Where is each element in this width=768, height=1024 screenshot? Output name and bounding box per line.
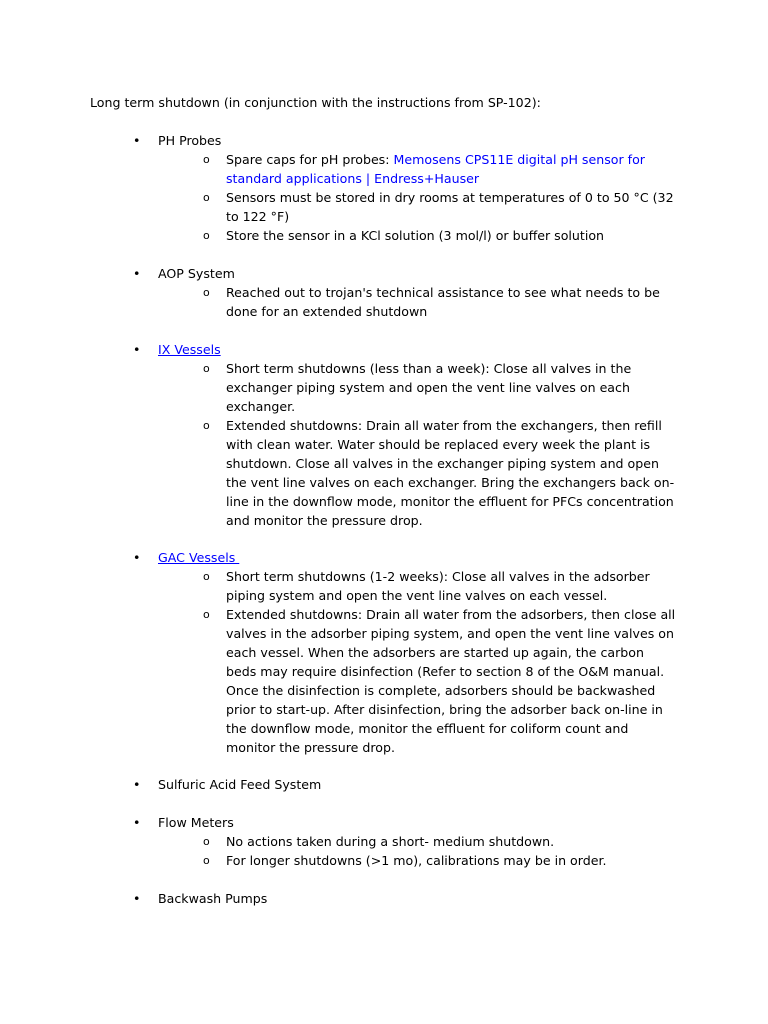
list-item	[0, 226, 768, 245]
sub-bullet-marker: o	[203, 229, 210, 242]
list-item	[0, 851, 768, 870]
section-title: Sulfuric Acid Feed System	[158, 777, 322, 792]
bullet-marker: •	[133, 266, 141, 281]
list-item-text: Extended shutdowns: Drain all water from the exchangers, then refill with clean water. Water should be replaced every week the plant is shutdown. Close all valves in the exchanger piping system and open the vent line valves on each exchanger. Bring the exchangers back on-line in the downflow mode, monitor the effluent for PFCs concentration and monitor the pressure drop.	[226, 418, 675, 528]
sub-bullet-marker: o	[203, 362, 210, 375]
list-item	[0, 188, 768, 226]
list-item-text: For longer shutdowns (>1 mo), calibrations may be in order.	[226, 853, 607, 868]
bullet-marker: •	[133, 815, 141, 830]
sub-bullet-marker: o	[203, 419, 210, 432]
subitem-list	[0, 359, 768, 530]
sub-bullet-marker: o	[203, 608, 210, 621]
sub-bullet-marker: o	[203, 854, 210, 867]
list-item-prefix: Spare caps for pH probes:	[226, 152, 394, 167]
list-item	[0, 283, 768, 321]
sub-bullet-marker: o	[203, 153, 210, 166]
sub-bullet-marker: o	[203, 191, 210, 204]
list-item	[0, 359, 768, 416]
intro-heading: Long term shutdown (in conjunction with the instructions from SP-102):	[90, 95, 541, 110]
sub-bullet-marker: o	[203, 286, 210, 299]
section-title: Backwash Pumps	[158, 891, 268, 906]
section-title: Flow Meters	[158, 815, 234, 830]
section-title: PH Probes	[158, 133, 222, 148]
list-item	[0, 832, 768, 851]
subitem-list	[0, 567, 768, 757]
subitem-list	[0, 150, 768, 245]
list-item-text: No actions taken during a short- medium shutdown.	[226, 834, 555, 849]
gac-vessels-link[interactable]: GAC Vessels	[158, 550, 240, 565]
list-item	[0, 416, 768, 530]
bullet-marker: •	[133, 133, 141, 148]
subitem-list	[0, 283, 768, 321]
section-title: AOP System	[158, 266, 235, 281]
list-item-text: Sensors must be stored in dry rooms at temperatures of 0 to 50 °C (32 to 122 °F)	[226, 190, 674, 224]
bullet-marker: •	[133, 777, 141, 792]
subitem-list	[0, 832, 768, 870]
bullet-marker: •	[133, 550, 141, 565]
list-item	[0, 605, 768, 757]
list-item-text: Reached out to trojan's technical assistance to see what needs to be done for an extended shutdown	[226, 285, 660, 319]
list-item-text: Extended shutdowns: Drain all water from the adsorbers, then close all valves in the adsorber piping system, and open the vent line valves on each vessel. When the adsorbers are started up again, the carbon beds may require disinfection (Refer to section 8 of the O&M manual. Once the disinfection is complete, adsorbers should be backwashed prior to start-up. After disinfection, bring the adsorber back on-line in the downflow mode, monitor the effluent for coliform count and monitor the pressure drop.	[226, 607, 676, 755]
list-item-text: Short term shutdowns (1-2 weeks): Close all valves in the adsorber piping system and open the vent line valves on each vessel.	[226, 569, 650, 603]
bullet-marker: •	[133, 891, 141, 906]
list-item-text: Store the sensor in a KCl solution (3 mol/l) or buffer solution	[226, 228, 605, 243]
list-item-text: Short term shutdowns (less than a week): Close all valves in the exchanger piping system and open the vent line valves on each exchanger.	[226, 361, 632, 414]
product-link[interactable]: Memosens CPS11E digital pH sensor for standard applications | Endress+Hauser	[226, 152, 645, 186]
ix-vessels-link[interactable]: IX Vessels	[158, 342, 221, 357]
list-item	[0, 150, 768, 188]
list-item	[0, 567, 768, 605]
sub-bullet-marker: o	[203, 570, 210, 583]
sub-bullet-marker: o	[203, 835, 210, 848]
list-item-text	[226, 150, 678, 188]
bullet-marker: •	[133, 342, 141, 357]
